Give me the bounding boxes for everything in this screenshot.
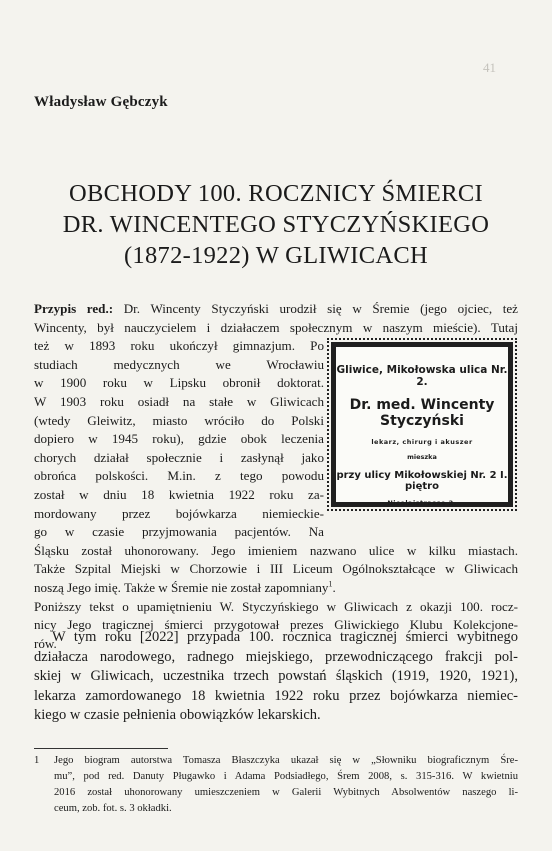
note-line: chorych działał społecznie i zasłynął jako	[34, 449, 324, 465]
main-line: skiej w Gliwicach, uczestnika trzech powstań śląskich (1919, 1920, 1921),	[34, 668, 518, 684]
note-line: noszą Jego imię. Także w Śremie nie został zapomniany$^1$.	[34, 579, 336, 595]
footnote-divider	[34, 748, 168, 749]
footnote-line: ceum, zob. fot. s. 3 okładki.	[54, 803, 172, 814]
notice-line: Nicolaistrasse 2.	[387, 499, 457, 507]
note-line: nicy Jego tragicznej śmierci przygotował prezes Gliwickiego Klubu Kolekcjone-	[34, 617, 518, 633]
notice-line: przy ulicy Mikołowskiej Nr. 2 I. piętro	[336, 470, 508, 492]
note-line: został w dniu 18 kwietnia 1922 roku za-	[34, 486, 324, 502]
note-line: obrońca polskości. M.in. z tego powodu	[34, 468, 324, 484]
title-line: (1872-1922) W GLIWICACH	[123, 242, 429, 269]
note-line: Poniższy tekst o upamiętnieniu W. Styczyńskiego w Gliwicach z okazji 100. rocz-	[34, 598, 518, 614]
note-line: rów.	[34, 635, 57, 651]
note-line: go w czasie przyjmowania pacjentów. Na	[34, 524, 324, 540]
footnote-line: Jego biogram autorstwa Tomasza Błaszczyka ukazał się w „Słowniku biograficznym Śre-	[54, 755, 518, 766]
page-marker: 41	[483, 60, 496, 75]
note-line: mordowany przez bojówkarza niemieckie-	[34, 505, 324, 521]
footnote-mark: 1	[34, 755, 40, 766]
main-line: działacza narodowego, radnego miejskiego, przewodniczącego frakcji pol-	[34, 648, 518, 665]
title-line: OBCHODY 100. ROCZNICY ŚMIERCI	[69, 180, 483, 207]
main-line: kiego w czasie pełnienia obowiązków lekarskich.	[34, 707, 321, 723]
note-line: Przypis red.: Dr. Wincenty Styczyński urodził się w Śremie (jego ojciec, też	[34, 301, 518, 316]
notice-line: Gliwice, Mikołowska ulica Nr. 2.	[336, 364, 508, 388]
main-line: lekarza zamordowanego 18 kwietnia 1922 roku przez bojówkarza niemiec-	[34, 687, 518, 704]
article-title	[20, 178, 532, 271]
footnote-line: 2016 został uhonorowany umieszczeniem w Galerii Wybitnych Absolwentów naszego li-	[54, 787, 518, 798]
note-line: studiach medycznych we Wrocławiu	[34, 356, 324, 372]
note-line: (wtedy Gleiwitz, miasto wróciło do Polski	[34, 412, 324, 428]
note-line: Śląsku został uhonorowany. Jego imieniem nazwano ulice w kilku miastach.	[34, 542, 518, 558]
notice-line: lekarz, chirurg i akuszer	[371, 438, 473, 446]
footnote-line: mu”, pod red. Danuty Pługawko i Adama Podsiadłego, Śrem 2008, s. 315-316. W kwietniu	[54, 771, 518, 782]
footnote	[34, 753, 518, 817]
title-line: DR. WINCENTEGO STYCZYŃSKIEGO	[62, 211, 490, 238]
editor-note	[34, 300, 518, 653]
note-line: też w 1893 roku ukończył gimnazjum. Po	[34, 338, 324, 354]
note-line: w 1900 roku w Lipsku obronił doktorat.	[34, 375, 324, 391]
main-text	[34, 628, 518, 726]
main-line: W tym roku [2022] przypada 100. rocznica tragicznej śmierci wybitnego	[52, 629, 518, 645]
notice-line: mieszka	[407, 453, 437, 461]
note-line: W 1903 roku osiadł na stałe w Gliwicach	[34, 393, 324, 409]
footnote-ref[interactable]: 1	[328, 579, 333, 589]
footnote-body	[34, 753, 518, 817]
notice-line: Dr. med. Wincenty Styczyński	[349, 397, 495, 429]
author-name: Władysław Gębczyk	[34, 94, 168, 110]
note-line: Wincenty, był nauczycielem i działaczem społecznym w naszym mieście). Tutaj	[34, 319, 518, 335]
note-line: Także Szpital Miejski w Chorzowie i III Liceum Ogólnokształcące w Gliwicach	[34, 561, 518, 577]
note-line: dopiero w 1945 roku), gdzie obok leczenia	[34, 431, 324, 447]
note-label: Przypis red.:	[34, 301, 114, 316]
